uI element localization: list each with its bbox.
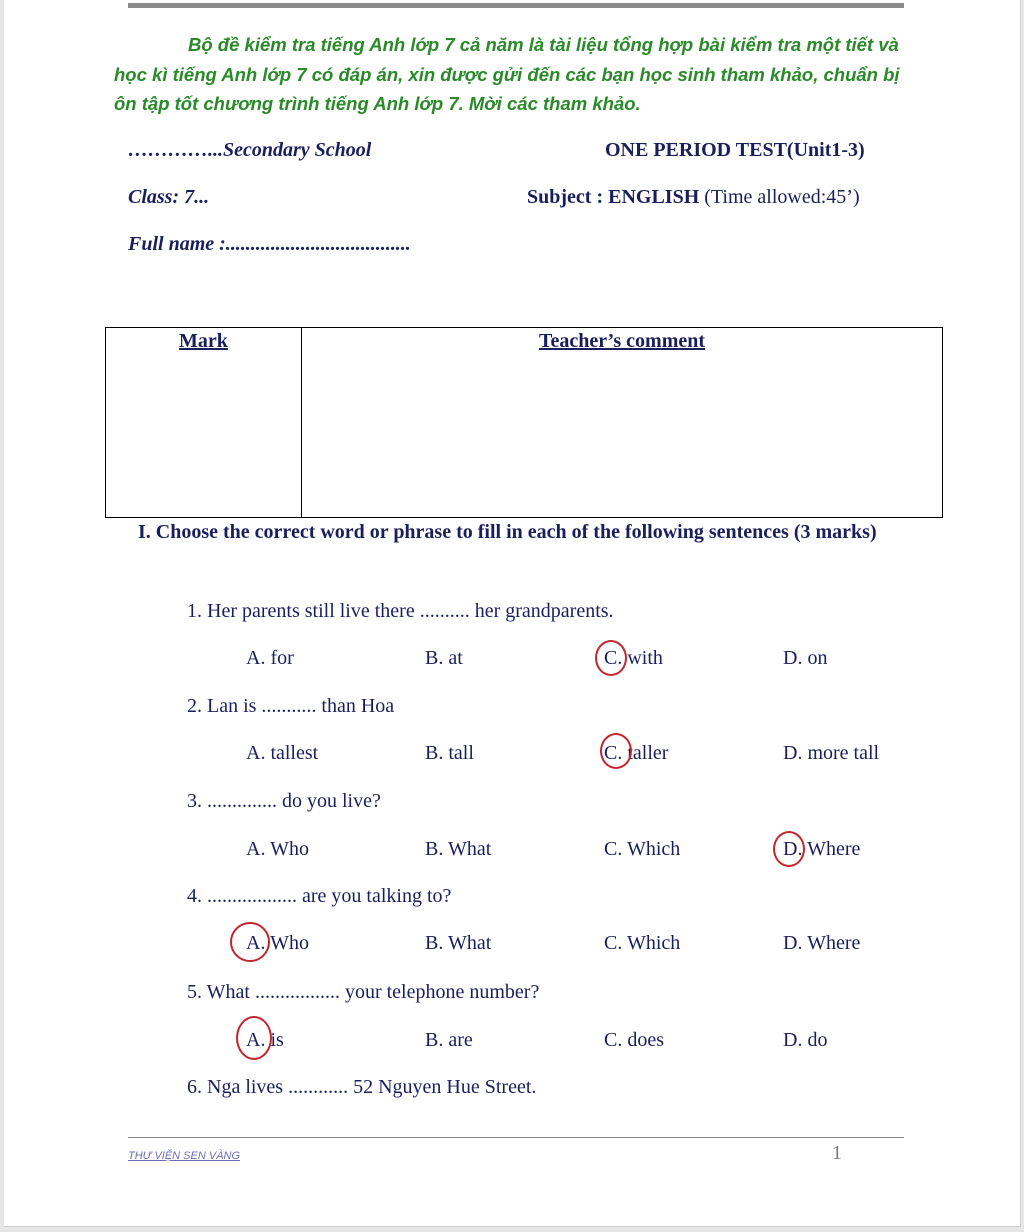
- q1-answer-circle: [595, 640, 627, 676]
- q2-option-a: A. tallest: [246, 742, 319, 764]
- q5-option-b: B. are: [425, 1029, 473, 1051]
- question-6: 6. Nga lives ............ 52 Nguyen Hue Street.: [187, 1076, 537, 1098]
- document-page: [4, 0, 1021, 1227]
- section-title: I. Choose the correct word or phrase to fill in each of the following sentences (3 marks): [138, 521, 877, 543]
- class-label: Class: 7...: [128, 186, 210, 208]
- question-3: 3. .............. do you live?: [187, 790, 381, 812]
- q3-option-a: A. Who: [246, 838, 309, 860]
- q3-option-c: C. Which: [604, 838, 681, 860]
- mark-header: Mark: [179, 330, 228, 352]
- q3-answer-circle: [773, 831, 805, 867]
- subject-label: Subject : ENGLISH: [527, 186, 700, 208]
- q3-option-d: D. Where: [783, 838, 861, 860]
- q1-option-b: B. at: [425, 647, 463, 669]
- question-4: 4. .................. are you talking to?: [187, 885, 452, 907]
- question-1: 1. Her parents still live there .......... her grandparents.: [187, 600, 614, 622]
- q5-option-a: A. is: [246, 1029, 284, 1051]
- q4-option-c: C. Which: [604, 932, 681, 954]
- q4-option-b: B. What: [425, 932, 492, 954]
- q5-option-d: D. do: [783, 1029, 828, 1051]
- mark-cell: [106, 328, 302, 518]
- q2-option-d: D. more tall: [783, 742, 880, 764]
- q2-option-b: B. tall: [425, 742, 474, 764]
- q4-option-d: D. Where: [783, 932, 861, 954]
- footer-library-link[interactable]: THƯ VIỆN SEN VÀNG: [128, 1150, 241, 1162]
- comment-header: Teacher’s comment: [538, 330, 706, 352]
- page-number: 1: [832, 1142, 842, 1164]
- school-name: …………...Secondary School: [128, 139, 372, 161]
- q1-option-d: D. on: [783, 647, 828, 669]
- subject-line: [527, 186, 860, 209]
- q1-option-c: C. with: [604, 647, 663, 669]
- q2-answer-circle: [600, 733, 632, 769]
- q2-option-c: C. taller: [604, 742, 669, 764]
- q5-option-c: C. does: [604, 1029, 664, 1051]
- comment-cell: [302, 328, 943, 518]
- grade-table: [105, 327, 943, 518]
- question-2: 2. Lan is ........... than Hoa: [187, 695, 395, 717]
- time-allowed: (Time allowed:45’): [704, 186, 860, 208]
- q5-answer-circle: [236, 1016, 272, 1060]
- question-5: 5. What ................. your telephone number?: [187, 981, 540, 1003]
- q1-option-a: A. for: [246, 647, 294, 669]
- q4-answer-circle: [230, 922, 270, 962]
- test-title: ONE PERIOD TEST(Unit1-3): [605, 139, 865, 161]
- q3-option-b: B. What: [425, 838, 492, 860]
- footer-rule: [128, 1137, 904, 1138]
- full-name-field: Full name :.....................................: [128, 233, 411, 255]
- q4-option-a: A. Who: [246, 932, 309, 954]
- intro-paragraph: Bộ đề kiểm tra tiếng Anh lớp 7 cả năm là tài liệu tổng hợp bài kiểm tra một tiết và học kì tiếng Anh lớp 7 có đáp án, xin được gửi đến các bạn học sinh tham khảo, chuẩn bị ôn tập tốt chương trình tiếng Anh lớp 7. Mời các tham khảo.: [114, 34, 900, 114]
- top-rule: [128, 3, 904, 8]
